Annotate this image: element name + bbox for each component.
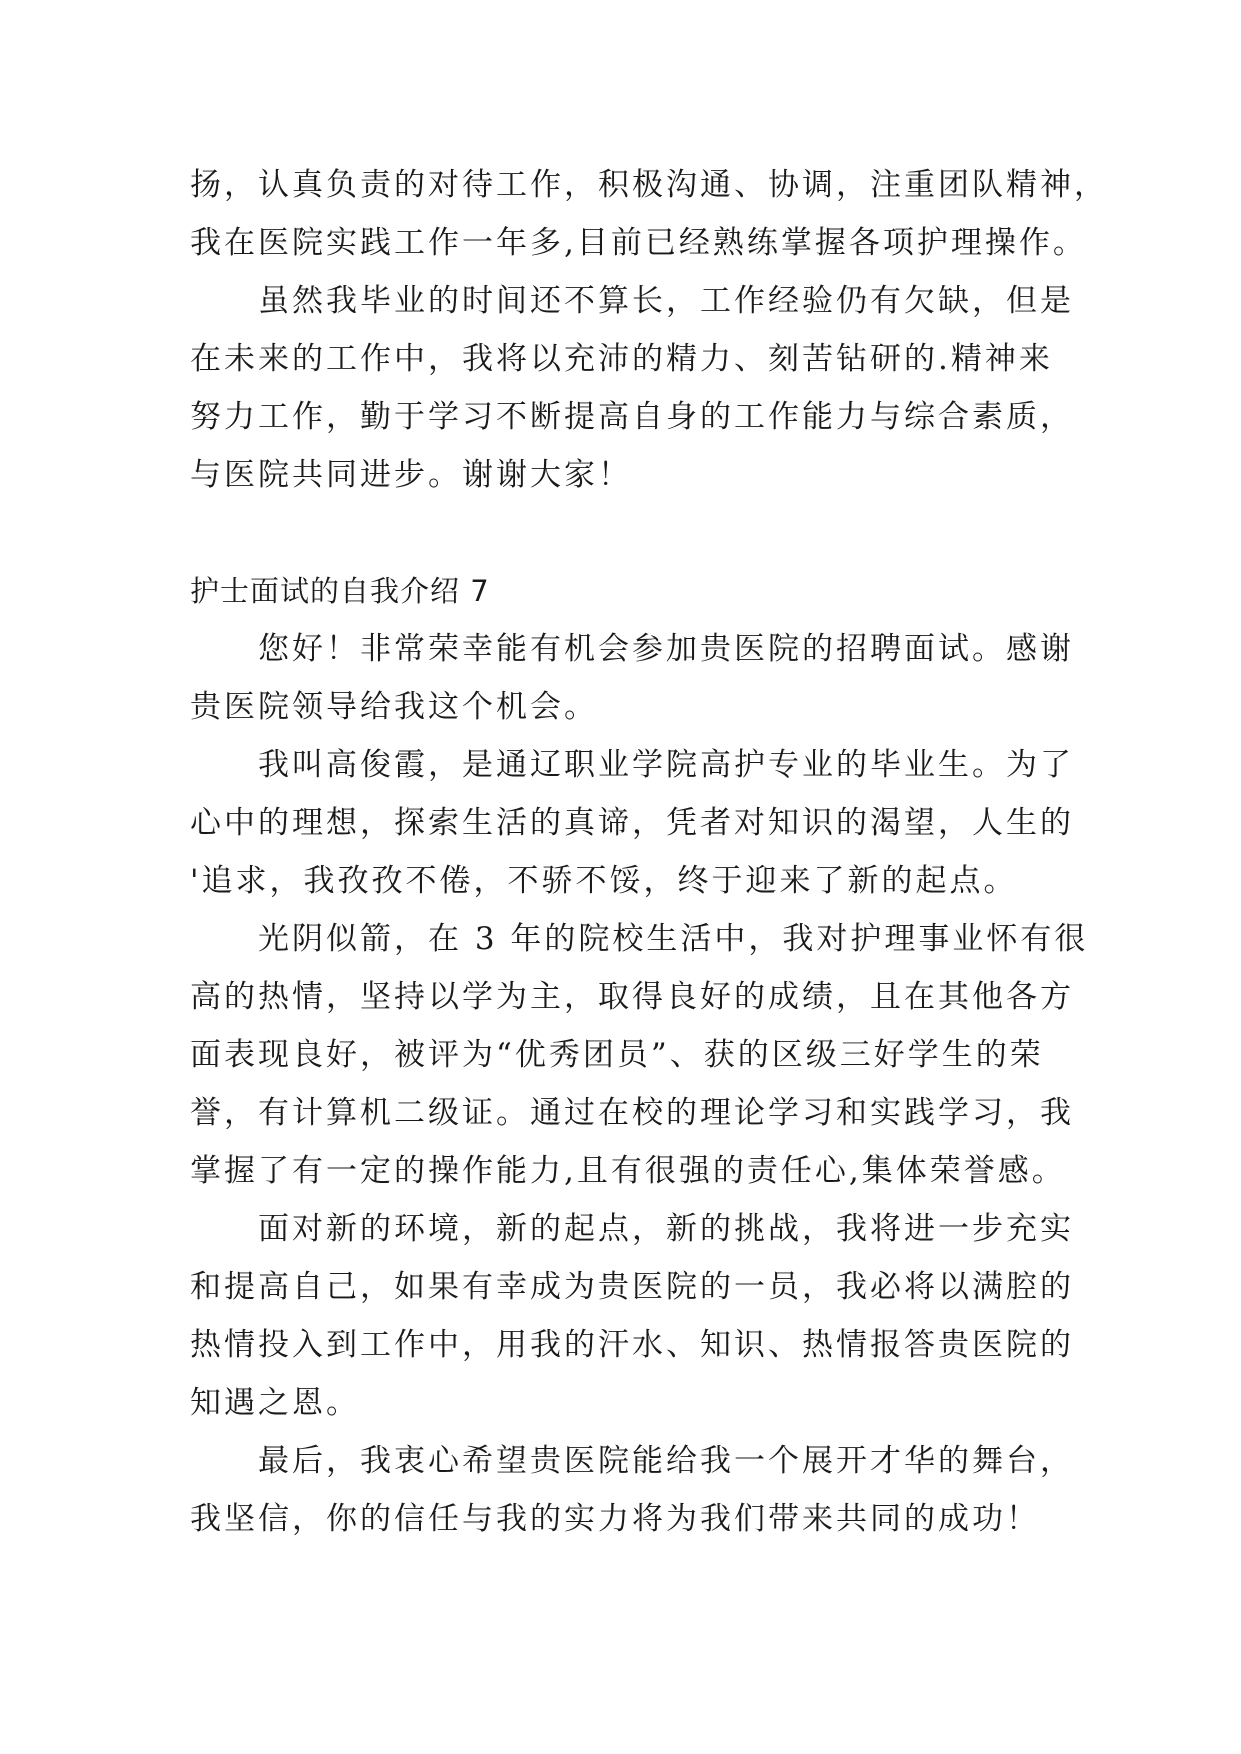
paragraph-start-line: 面对新的环境，新的起点，新的挑战，我将进一步充实 bbox=[258, 1211, 1074, 1247]
text-line: 与医院共同进步。谢谢大家！ bbox=[190, 457, 632, 493]
paragraph-start-line: 最后，我衷心希望贵医院能给我一个展开才华的舞台， bbox=[258, 1443, 1074, 1479]
paragraph-start-line: 光阴似箭，在 3 年的院校生活中，我对护理事业怀有很 bbox=[258, 921, 1089, 957]
text-line: 我在医院实践工作一年多,目前已经熟练掌握各项护理操作。 bbox=[190, 225, 1087, 261]
text-line: 高的热情，坚持以学为主，取得良好的成绩，且在其他各方 bbox=[190, 979, 1074, 1015]
text-line: 掌握了有一定的操作能力,且有很强的责任心,集体荣誉感。 bbox=[190, 1153, 1066, 1189]
text-line: 誉，有计算机二级证。通过在校的理论学习和实践学习，我 bbox=[190, 1095, 1074, 1131]
text-line: 在未来的工作中，我将以充沛的精力、刻苦钻研的.精神来 bbox=[190, 341, 1053, 377]
section-heading: 护士面试的自我介绍 7 bbox=[190, 574, 490, 608]
text-line: 面表现良好，被评为“优秀团员”、获的区级三好学生的荣 bbox=[190, 1037, 1044, 1073]
text-line: 知遇之恩。 bbox=[190, 1385, 360, 1421]
text-line: 贵医院领导给我这个机会。 bbox=[190, 689, 598, 725]
section-spacer bbox=[190, 504, 1090, 562]
text-line: 努力工作，勤于学习不断提高自身的工作能力与综合素质， bbox=[190, 399, 1074, 435]
text-line: 和提高自己，如果有幸成为贵医院的一员，我必将以满腔的 bbox=[190, 1269, 1074, 1305]
text-line: 热情投入到工作中，用我的汗水、知识、热情报答贵医院的 bbox=[190, 1327, 1074, 1363]
text-line: '追求，我孜孜不倦，不骄不馁，终于迎来了新的起点。 bbox=[190, 863, 1018, 899]
paragraph-start-line: 虽然我毕业的时间还不算长，工作经验仍有欠缺，但是 bbox=[258, 283, 1074, 319]
text-line: 心中的理想，探索生活的真谛，凭者对知识的渴望，人生的 bbox=[190, 805, 1074, 841]
text-line: 我坚信，你的信任与我的实力将为我们带来共同的成功！ bbox=[190, 1501, 1040, 1537]
paragraph-start-line: 您好！非常荣幸能有机会参加贵医院的招聘面试。感谢 bbox=[258, 631, 1074, 667]
text-line: 扬，认真负责的对待工作，积极沟通、协调，注重团队精神， bbox=[190, 167, 1108, 203]
paragraph-start-line: 我叫高俊霞，是通辽职业学院高护专业的毕业生。为了 bbox=[258, 747, 1074, 783]
document-body bbox=[190, 156, 1108, 1548]
